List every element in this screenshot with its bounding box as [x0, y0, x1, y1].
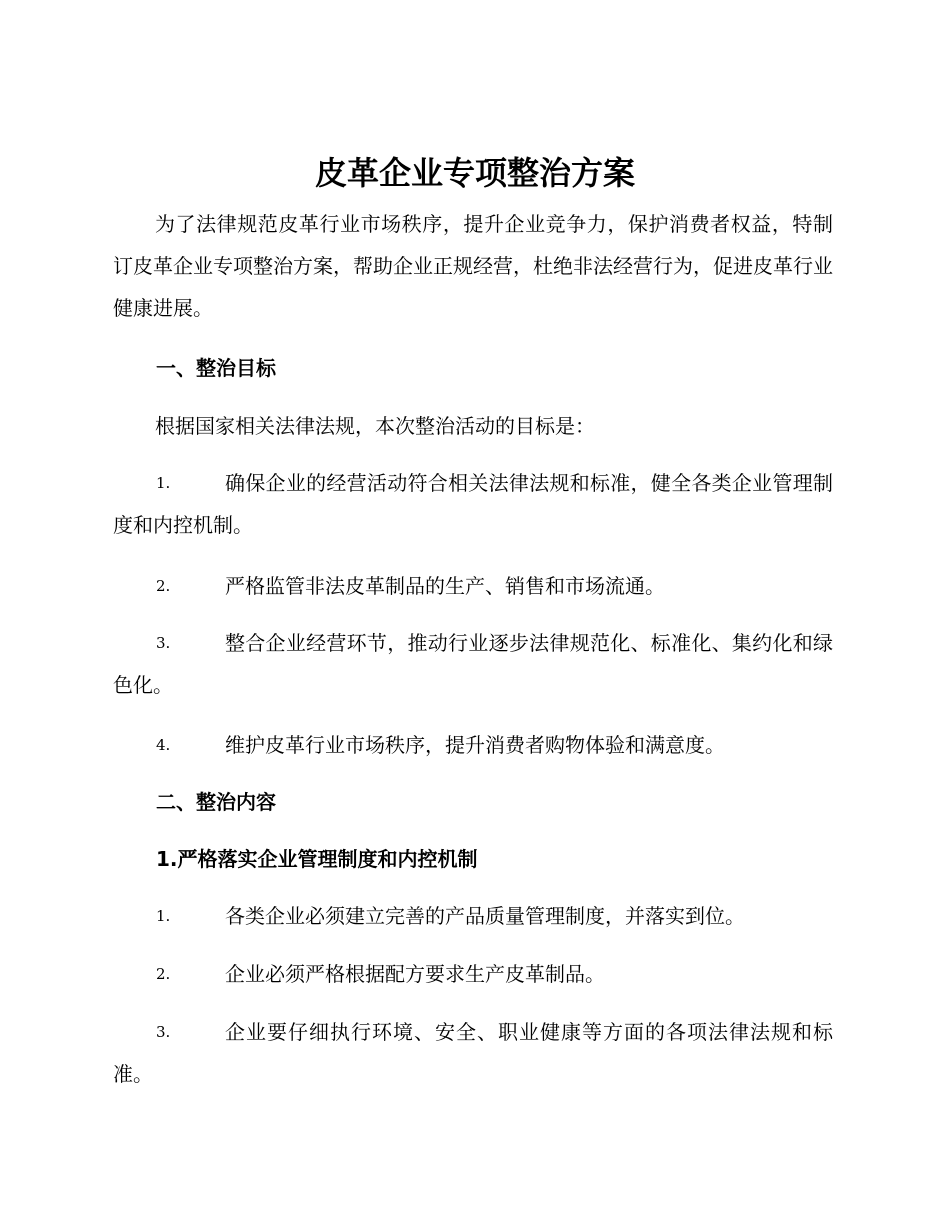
list-item [113, 895, 833, 937]
list-item-number: 3. [156, 1023, 171, 1041]
list-item-number: 1. [156, 474, 171, 492]
goals-lead-paragraph: 根据国家相关法律法规，本次整治活动的目标是： [155, 414, 595, 438]
list-item [113, 724, 833, 766]
list-item [113, 462, 833, 546]
list-item-number: 2. [156, 577, 171, 595]
list-item-number: 2. [156, 965, 171, 983]
list-item-number: 4. [156, 736, 171, 754]
list-item [113, 622, 833, 706]
intro-paragraph: 为了法律规范皮革行业市场秩序，提升企业竞争力，保护消费者权益，特制订皮革企业专项整治方案，帮助企业正规经营，杜绝非法经营行为，促进皮革行业健康进展。 [113, 212, 833, 320]
list-item-text: 整合企业经营环节，推动行业逐步法律规范化、标准化、集约化和绿色化。 [113, 631, 833, 697]
list-item-text: 企业必须严格根据配方要求生产皮革制品。 [225, 962, 605, 986]
list-item [113, 953, 833, 995]
subsection-heading: 1.严格落实企业管理制度和内控机制 [156, 847, 478, 871]
list-item [113, 565, 833, 607]
document-title: 皮革企业专项整治方案 [314, 154, 635, 192]
section-heading-goals: 一、整治目标 [156, 356, 276, 380]
list-item-number: 3. [156, 634, 171, 652]
list-item-number: 1. [156, 907, 171, 925]
list-item-text: 严格监管非法皮革制品的生产、销售和市场流通。 [225, 574, 665, 598]
section-heading-content: 二、整治内容 [156, 790, 276, 814]
list-item-text: 企业要仔细执行环境、安全、职业健康等方面的各项法律法规和标准。 [113, 1020, 833, 1086]
list-item-text: 各类企业必须建立完善的产品质量管理制度，并落实到位。 [225, 904, 745, 928]
list-item-text: 确保企业的经营活动符合相关法律法规和标准，健全各类企业管理制度和内控机制。 [113, 471, 833, 537]
list-item [113, 1011, 833, 1095]
list-item-text: 维护皮革行业市场秩序，提升消费者购物体验和满意度。 [225, 733, 725, 757]
